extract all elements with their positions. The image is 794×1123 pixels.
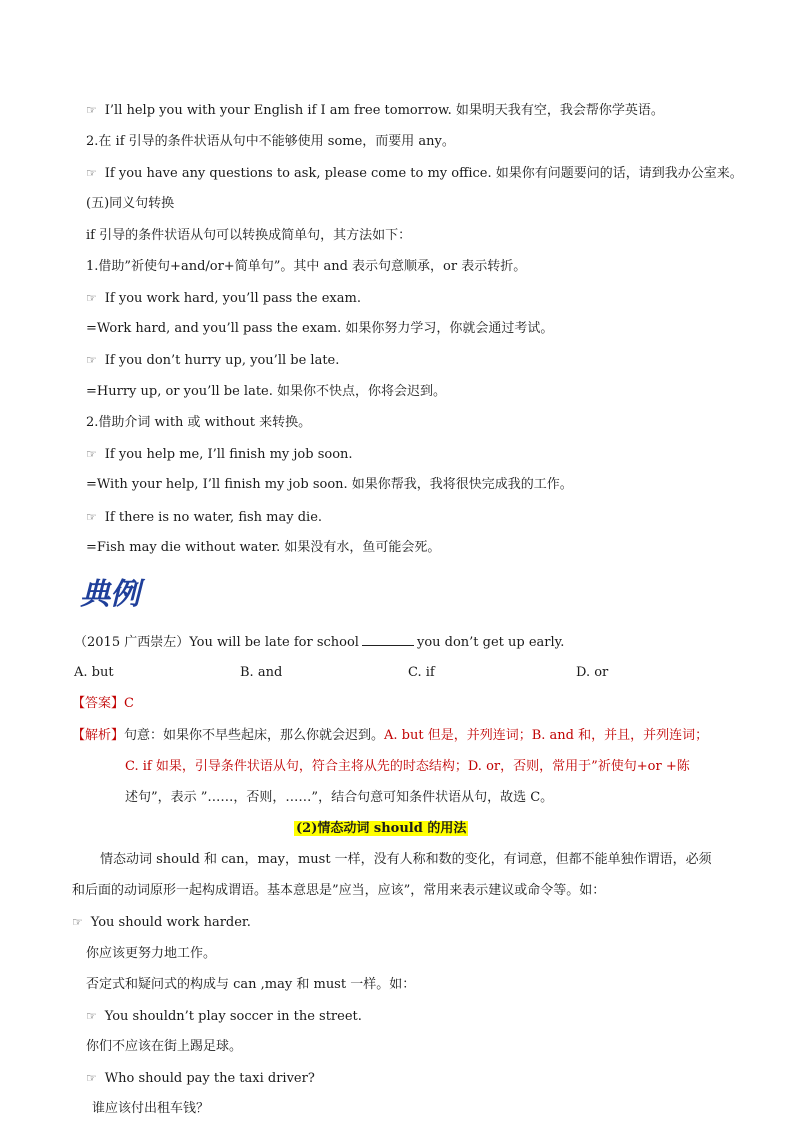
intro-line: if 引导的条件状语从句可以转换成简单句，其方法如下： — [86, 228, 412, 243]
example-line: ☞ You should work harder. — [72, 915, 251, 930]
rule-line: 否定式和疑问式的构成与 can ,may 和 must 一样。如： — [86, 977, 416, 992]
option-a: A. but — [74, 665, 114, 680]
paragraph-line: 和后面的动词原形一起构成谓语。基本意思是”应当，应该”，常用来表示建议或命令等。如： — [72, 883, 606, 898]
svg-text:典例: 典例 — [80, 577, 140, 612]
analysis-line-2: C. if 如果，引导条件状语从句，符合主将从先的时态结构；D. or，否则，常用于”祈使句+or +陈 — [125, 759, 690, 774]
example-line: ☞ Who should pay the taxi driver? — [86, 1071, 315, 1086]
example-logo — [78, 572, 156, 612]
question-line: （2015 广西崇左）You will be late for school you don’t get up early. — [74, 635, 565, 650]
method-line: 2.借助介词 with 或 without 来转换。 — [86, 415, 312, 430]
example-line: ☞ You shouldn’t play soccer in the street. — [86, 1009, 362, 1024]
hand-pointer-icon: ☞ — [72, 915, 83, 929]
answer-tag: 【答案】 — [72, 696, 125, 711]
analysis-tag: 【解析】 — [72, 728, 125, 743]
example-line: ☞ If there is no water, fish may die. — [86, 510, 323, 525]
equivalent-line: =Hurry up, or you’ll be late. 如果你不快点，你将会迟到。 — [86, 384, 447, 399]
rule-line: 2.在 if 引导的条件状语从句中不能够使用 some，而要用 any。 — [86, 134, 455, 149]
translation-line: 你们不应该在街上踢足球。 — [86, 1039, 243, 1054]
option-d: D. or — [576, 665, 609, 680]
answer-blank — [362, 633, 414, 646]
hand-pointer-icon: ☞ — [86, 510, 97, 524]
hand-pointer-icon: ☞ — [86, 1009, 97, 1023]
hand-pointer-icon: ☞ — [86, 166, 97, 180]
paragraph-line: 情态动词 should 和 can，may，must 一样，没有人称和数的变化，有词意，但都不能单独作谓语，必须 — [100, 852, 712, 867]
example-line: ☞ If you don’t hurry up, you’ll be late. — [86, 353, 340, 368]
hand-pointer-icon: ☞ — [86, 1071, 97, 1085]
equivalent-line: =Fish may die without water. 如果没有水，鱼可能会死。 — [86, 540, 441, 555]
answer-line — [72, 695, 134, 713]
hand-pointer-icon: ☞ — [86, 103, 97, 117]
option-b: B. and — [240, 665, 283, 680]
equivalent-line: =With your help, I’ll finish my job soon. 如果你帮我，我将很快完成我的工作。 — [86, 477, 573, 492]
hand-pointer-icon: ☞ — [86, 291, 97, 305]
translation-line: 谁应该付出租车钱？ — [92, 1101, 210, 1116]
analysis-line-3: 述句”，表示 ”……，否则，……”，结合句意可知条件状语从句，故选 C。 — [125, 790, 554, 805]
translation-line: 你应该更努力地工作。 — [86, 946, 217, 961]
section-title: (2)情态动词 should 的用法 — [296, 821, 467, 836]
section-heading: (五)同义句转换 — [86, 196, 175, 211]
example-line: ☞ If you have any questions to ask, please come to my office. 如果你有问题要问的话，请到我办公室来。 — [86, 166, 743, 181]
hand-pointer-icon: ☞ — [86, 447, 97, 461]
example-line: ☞ If you work hard, you’ll pass the exam. — [86, 291, 361, 306]
equivalent-line: =Work hard, and you’ll pass the exam. 如果你努力学习，你就会通过考试。 — [86, 321, 554, 336]
example-line: ☞ I’ll help you with your English if I am free tomorrow. 如果明天我有空，我会帮你学英语。 — [86, 103, 664, 118]
answer-value: C — [124, 696, 134, 711]
analysis-line-1: 【解析】句意：如果你不早些起床，那么你就会迟到。A. but 但是，并列连词；B. and 和，并且，并列连词； — [72, 728, 709, 743]
hand-pointer-icon: ☞ — [86, 353, 97, 367]
method-line: 1.借助”祈使句+and/or+简单句”。其中 and 表示句意顺承，or 表示转折。 — [86, 259, 527, 274]
example-line: ☞ If you help me, I’ll finish my job soon. — [86, 447, 353, 462]
option-c: C. if — [408, 665, 435, 680]
